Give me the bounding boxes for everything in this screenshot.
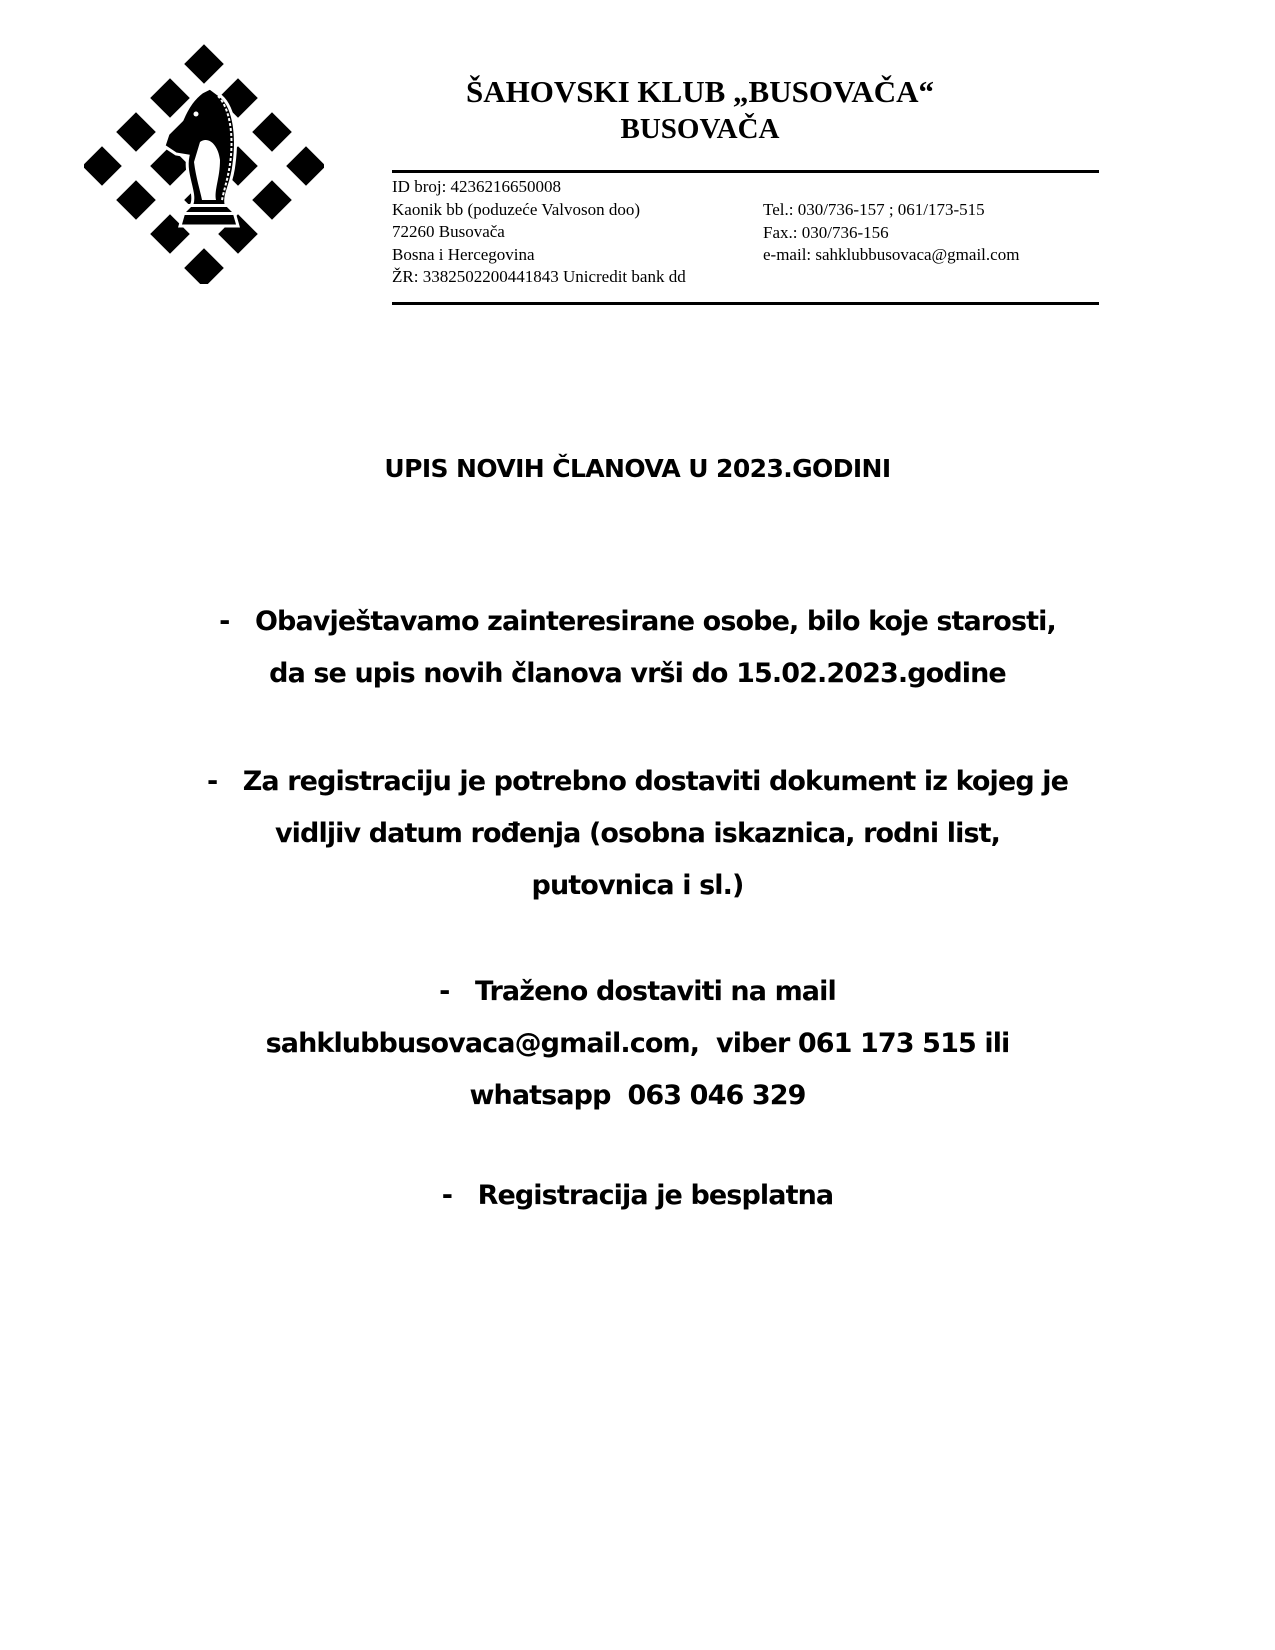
email: e-mail: sahklubbusovaca@gmail.com — [763, 245, 1020, 264]
notice-item-contact — [0, 966, 1275, 1122]
notice-item-deadline — [0, 596, 1275, 700]
notice-line-whatsapp: whatsapp 063 046 329 — [469, 1080, 806, 1111]
notice-line: putovnica i sl.) — [531, 870, 744, 901]
club-details-left — [392, 176, 686, 289]
notice-line: - Za registraciju je potrebno dostaviti dokument iz kojeg je — [206, 766, 1069, 797]
notice-line: - Registracija je besplatna — [441, 1180, 834, 1211]
club-details-right — [763, 199, 1019, 267]
notice-line: - Obavještavamo zainteresirane osobe, bilo koje starosti, — [219, 606, 1056, 637]
id-number: ID broj: 4236216650008 — [392, 177, 562, 196]
postal-city: 72260 Busovača — [392, 222, 505, 241]
notice-item-documents — [0, 756, 1275, 912]
notice-item-free — [0, 1170, 1275, 1222]
club-name: ŠAHOVSKI KLUB „BUSOVAČA“ — [466, 74, 934, 109]
club-city: BUSOVAČA — [620, 113, 780, 145]
notice-heading: UPIS NOVIH ČLANOVA U 2023.GODINI — [384, 454, 891, 483]
country: Bosna i Hercegovina — [392, 244, 535, 264]
notice-line: - Traženo dostaviti na mail — [439, 976, 836, 1007]
header-divider-bottom — [392, 302, 1099, 305]
header-divider-top — [392, 170, 1099, 173]
bank-account: ŽR: 3382502200441843 Unicredit bank dd — [392, 267, 686, 286]
chess-club-logo — [84, 44, 324, 284]
notice-line: da se upis novih članova vrši do 15.02.2023.godine — [269, 658, 1006, 689]
street-address: Kaonik bb (poduzeće Valvoson doo) — [392, 199, 641, 219]
fax: Fax.: 030/736-156 — [763, 222, 889, 242]
notice-line-email-viber: sahklubbusovaca@gmail.com, viber 061 173 515 ili — [265, 1028, 1010, 1059]
notice-line: vidljiv datum rođenja (osobna iskaznica, rodni list, — [274, 818, 1001, 849]
telephone: Tel.: 030/736-157 ; 061/173-515 — [763, 200, 985, 219]
